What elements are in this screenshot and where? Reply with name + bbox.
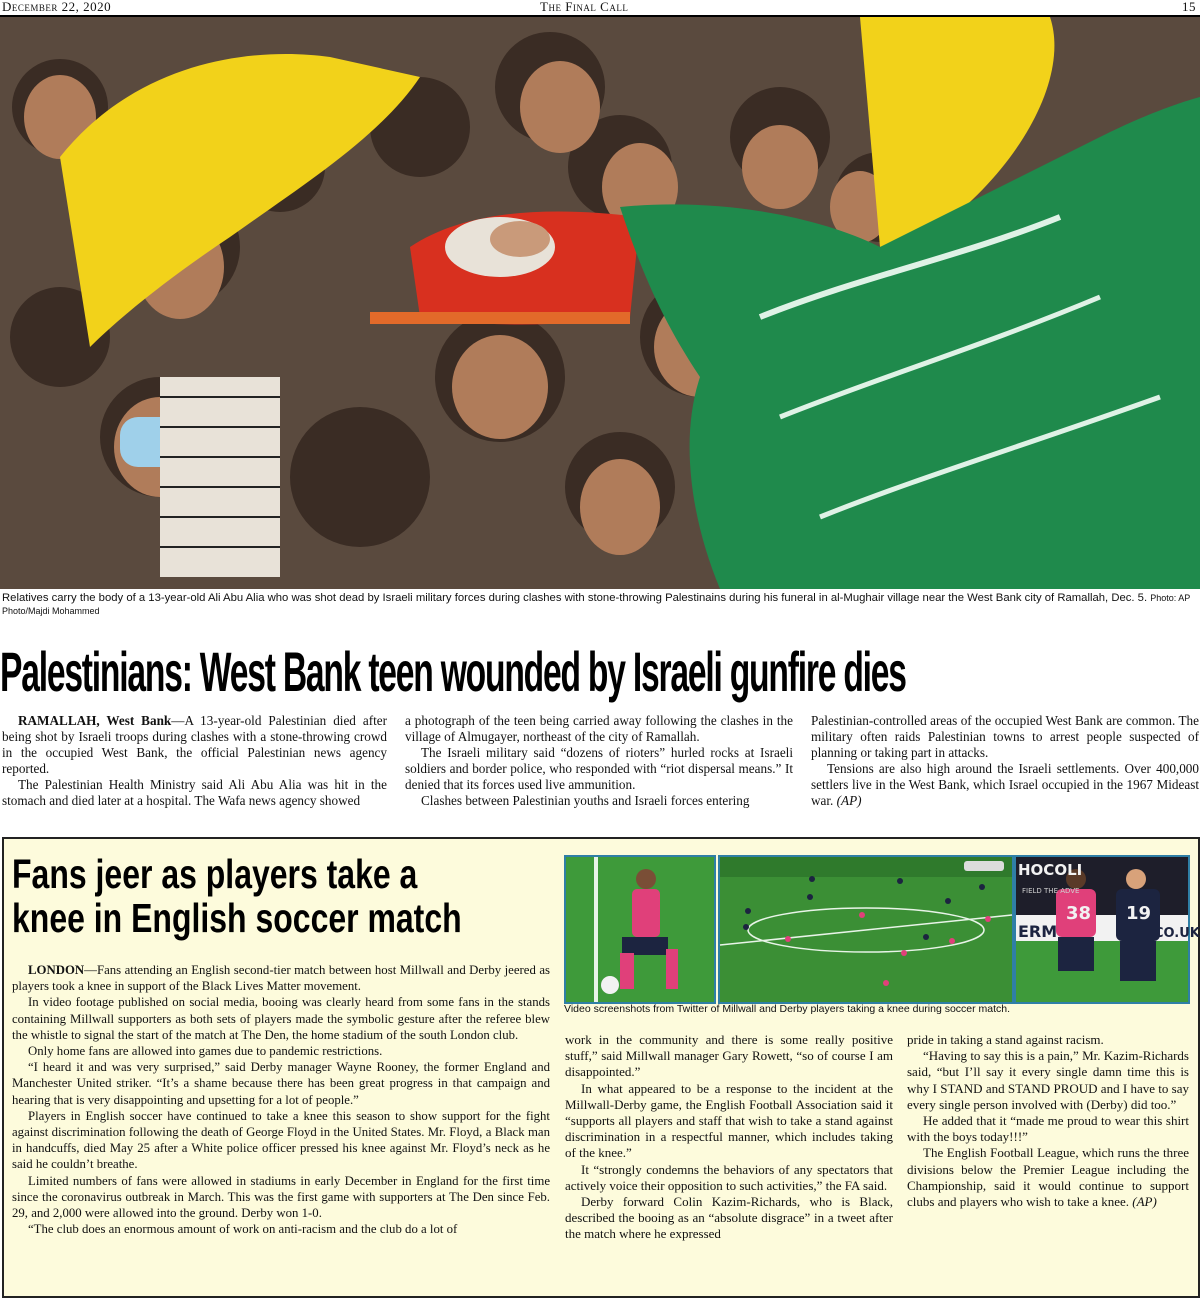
board-text-left: ERM [1018,922,1058,941]
story2-headline-line1: Fans jeer as players take a [12,851,418,897]
folio-paper-name: The Final Call [540,0,629,14]
story1-column-3 [811,713,1199,809]
story2-col3-para3: He added that it “made me proud to wear this shirt with the boys today!!!” [907,1113,1189,1145]
story2-lead-para4: “I heard it and was very surprised,” said Derby manager Wayne Rooney, the former England and Manchester United striker. “It’s a shame because there has been great progress in that campaign and hearing that is very disappointing and upsetting for a lot of people.” [12,1060,550,1107]
story1-column-2 [405,713,793,809]
story2-signoff: (AP) [1132,1194,1157,1210]
screenshot-two-players [1014,855,1200,1004]
board-text-second: FIELD THE ADVE [1022,887,1080,895]
shirt-number-millwall: 19 [1126,903,1152,924]
folio-date: December 22, 2020 [2,0,112,14]
story1-headline-box [0,642,1200,702]
story1-col1-para1: —A 13-year-old Palestinian died after being shot by Israeli troops during clashes with a stone-throwing crowd in the occupied West Bank, the official Palestinian news agency reported. [2,713,388,776]
story2-headline-line2: knee in English soccer match [12,895,462,941]
story1-col3-para1: Palestinian-controlled areas of the occupied West Bank are common. The military often raids Palestinian towns to arrest people suspected of planning or taking part in attacks. [811,713,1199,760]
story2-lead-para6: Limited numbers of fans were allowed in stadiums in early December in England for the first time since the coronavirus outbreak in March. This was the first game with supporters at The Den since Feb. 29, and 2,000 were allowed into the ground. Derby won 1-0. [12,1173,550,1221]
story2-col3-para1: pride in taking a stand against racism. [907,1032,1104,1047]
story1-col2-para1: a photograph of the teen being carried away following the clashes in the village of Almugayer, northeast of the city of Ramallah. [405,713,793,744]
story2-col2-para3: It “strongly condemns the behaviors of any spectators that actively voice their opposition to such activities,” the FA said. [565,1161,893,1193]
story2-col3-para4: The English Football League, which runs the three divisions below the Premier League including the Championship, said it would continue to support clubs and players who wish to take a knee. [907,1145,1189,1210]
story1-signoff: (AP) [836,793,862,808]
story2-dateline: LONDON [28,963,85,977]
screenshot-pitch-wide [718,855,1014,1004]
story2-col3-para2: “Having to say this is a pain,” Mr. Kazim-Richards said, “but I’ll say it every single damn time this is why I STAND and STAND PROUD and I have to say every single person involved with (Derby) did too.” [907,1048,1189,1112]
story1-headline: Palestinians: West Bank teen wounded by Israeli gunfire dies [0,640,906,703]
story2-column-3 [907,1032,1189,1210]
screenshot-kneeling-illustration [566,857,714,1002]
story2-lead-para2: In video footage published on social media, booing was clearly heard from some fans in the stands containing Millwall supporters as both sets of players made the symbolic gesture after the referee blew the whistle to signal the start of the match at The Den, the home stadium of the south London club. [12,995,550,1042]
story2-column-1 [12,962,550,1237]
story1-column-1 [2,713,387,809]
screenshot-two-players-illustration [1016,857,1200,1002]
story2-col2-para2: In what appeared to be a response to the incident at the Millwall-Derby game, the English Football Association said it “supports all players and staff that wish to take a stand against discrimination in a respectful manner, which includes taking of the knee.” [565,1080,893,1161]
story2-col2-para4: Derby forward Colin Kazim-Richards, who is Black, described the booing as an “absolute disgrace” in a tweet after the match where he expressed [565,1194,893,1242]
story2-headline-box [12,852,557,944]
story2-column-2 [565,1032,893,1243]
story1-dateline: RAMALLAH, West Bank [18,713,172,728]
story2-lead-para1: —Fans attending an English second-tier match between host Millwall and Derby jeered as players took a knee in support of the Black Lives Matter movement. [12,963,550,994]
funeral-photo [0,17,1200,589]
folio-page-number: 15 [1182,0,1196,14]
story2-col2-para1: work in the community and there is some really positive stuff,” said Millwall manager Gary Rowett, “so of course I am disappointed.” [565,1032,893,1080]
story2-lead-para3: Only home fans are allowed into games due to pandemic restrictions. [28,1044,383,1059]
screenshot-kneeling-player [564,855,716,1004]
story2-lead-para5: Players in English soccer have continued to take a knee this season to show support for the fight against discrimination following the death of George Floyd in the United States. Mr. Floyd, a Black man in handcuffs, died May 25 after a White police officer pressed his knee against Mr. Floyd’s neck as he said he couldn’t breathe. [12,1108,550,1172]
funeral-photo-caption [2,592,1198,618]
screenshot-pitch-illustration [720,857,1012,1002]
story1-col1-para2: The Palestinian Health Ministry said Ali Abu Alia was hit in the stomach and died later at a hospital. The Wafa news agency showed [2,777,387,808]
story2-lead-para7: “The club does an enormous amount of work on anti-racism and the club do a lot of [28,1222,458,1237]
story1-col2-para3: Clashes between Palestinian youths and Israeli forces entering [421,793,750,808]
story2-photo-caption: Video screenshots from Twitter of Millwall and Derby players taking a knee during soccer match. [564,1003,1011,1015]
funeral-photo-illustration [0,17,1200,589]
story1-col2-para2: The Israeli military said “dozens of rioters” hurled rocks at Israeli soldiers and border police, who responded with “riot dispersal means.” It denied that its forces used live ammunition. [405,745,793,792]
story1-col3-para2: Tensions are also high around the Israeli settlements. Over 400,000 settlers live in the West Bank, which Israel occupied in the 1967 Mideast war. [811,761,1199,808]
funeral-photo-credit: Photo: AP Photo/Majdi Mohammed [2,593,1191,616]
board-text-right: CO.UK [1154,926,1200,941]
funeral-photo-caption-text: Relatives carry the body of a 13-year-old Ali Abu Alia who was shot dead by Israeli military forces during clashes with stone-throwing Palestinains during his funeral in al-Mughair village near the West Bank city of Ramallah, Dec. 5. [2,592,1148,604]
board-text-top: HOCOLI [1018,861,1083,879]
shirt-number-derby: 38 [1066,903,1092,924]
